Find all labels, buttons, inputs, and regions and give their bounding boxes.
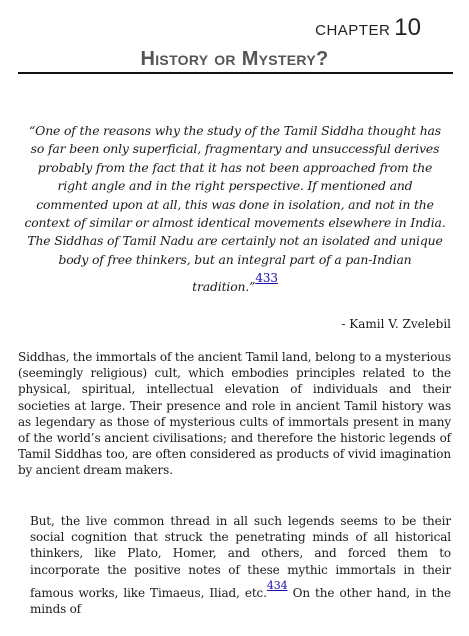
- epigraph-quote: [22, 122, 448, 297]
- paragraph-2-text: But, the live common thread in all such legends seems to be their social cognition that struck the penetrating minds of all historical thinkers, like Plato, Homer, and others, and forced them to incorporate the positive notes of these mythic immortals in their famous works, like Timaeus, Iliad, etc.: [30, 514, 451, 600]
- body-paragraph-2: [30, 513, 451, 617]
- body-paragraph-1: Siddhas, the immortals of the ancient Tamil land, belong to a mysterious (seemingly religious) cult, which embodies principles related to the physical, spiritual, intellectual elevation of individuals and their societies at large. Their presence and role in ancient Tamil history was as legendary as those of mysterious cults of immortals present in many of the world’s ancient civilisations; and therefore the historic legends of Tamil Siddhas too, are often considered as products of vivid imagination by ancient dream makers.: [18, 350, 451, 478]
- title-divider: [18, 72, 453, 74]
- paragraph-2-footnote: [266, 578, 288, 595]
- paragraph-2-continuation: On the other hand, in the minds of: [30, 585, 451, 617]
- epigraph-footnote: [255, 271, 278, 289]
- chapter-title: History or Mystery?: [140, 48, 329, 70]
- chapter-word: CHAPTER: [315, 22, 391, 39]
- footnote-link-434[interactable]: 434: [266, 578, 288, 592]
- chapter-heading: [315, 14, 421, 42]
- chapter-number: 10: [394, 14, 421, 41]
- footnote-link-433[interactable]: 433: [255, 271, 278, 286]
- epigraph-text: “One of the reasons why the study of the Tamil Siddha thought has so far been only superficial, fragmentary and unsuccessful derives probably from the fact that it has not been approached from the right angle and in the right perspective. If mentioned and commented upon at all, this was done in isolation, and not in the context of similar or almost identical movements elsewhere in India. The Siddhas of Tamil Nadu are certainly not an isolated and unique body of free thinkers, but an integral part of a pan-Indian tradition.”: [24, 123, 446, 295]
- epigraph-attribution: - Kamil V. Zvelebil: [341, 317, 451, 331]
